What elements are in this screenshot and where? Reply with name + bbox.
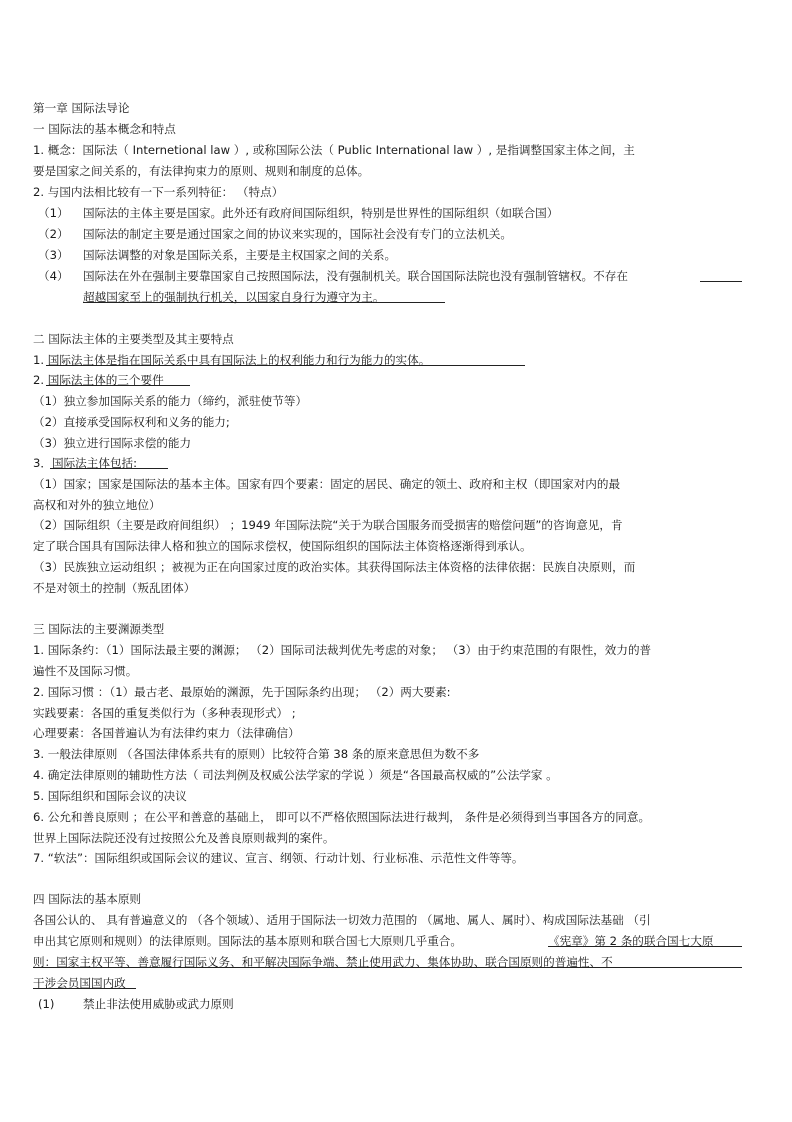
underline-rule [548,946,742,947]
equity-line-2: 世界上国际法院还没有过按照公允及善良原则裁判的案件。 [33,831,335,845]
principles-line-2: 申出其它原则和规则）的法律原则。国际法的基本原则和联合国七大原则几乎重合。 [33,934,462,948]
subject-state-line-2: 高权和对外的独立地位） [33,498,161,512]
charter-reference: 《宪章》第 2 条的联合国七大原 [548,934,714,948]
feature-4-number: （4） [38,269,69,283]
feature-4-text: 国际法在外在强制主要靠国家自己按照国际法，没有强制机关。联合国国际法院也没有强制管辖权。不存在 [83,269,628,283]
underline-rule [46,385,190,386]
equity-line-1: 6. 公允和善良原则 ；在公平和善意的基础上， 即可以不严格依照国际法进行裁判， 条件是必须得到当事国各方的同意。 [33,810,651,824]
principle-1-text: 禁止非法使用威胁或武力原则 [83,997,234,1011]
underline-rule [33,967,742,968]
principle-1-number: (1) [38,997,55,1011]
subject-definition: 1. 国际法主体是指在国际关系中具有国际法上的权利能力和行为能力的实体。 [33,353,431,367]
element-2: （2）直接承受国际权利和义务的能力; [33,415,230,429]
subject-org-line-1: （2）国际组织（主要是政府间组织） ；1949 年国际法院“关于为联合国服务而受损害的赔偿问题”的咨询意见，肯 [33,518,623,532]
feature-3-text: 国际法调整的对象是国际关系，主要是主权国家之间的关系。 [83,248,397,262]
practice-element: 实践要素：各国的重复类似行为（多种表现形式） ; [33,706,296,720]
general-principles: 3. 一般法律原则 （各国法律体系共有的原则）比较符合第 38 条的原来意思但为数不多 [33,747,480,761]
subject-org-line-2: 定了联合国具有国际法律人格和独立的国际求偿权，使国际组织的国际法主体资格逐渐得到承认。 [33,539,532,553]
principles-line-1: 各国公认的、 具有普遍意义的 （各个领域）、适用于国际法一切效力范围的 （属地、属人、属时）、构成国际法基础 （引 [33,913,651,927]
underline-rule [50,468,168,469]
section-3-heading: 三 国际法的主要渊源类型 [33,622,165,636]
chapter-title: 第一章 国际法导论 [33,101,130,115]
auxiliary-methods: 4. 确定法律原则的辅助性方法（ 司法判例及权威公法学家的学说 ）须是“各国最高权威的”公法学家 。 [33,768,558,782]
subject-elements-heading: 2. 国际法主体的三个要件 [33,373,164,387]
feature-2-number: （2） [38,227,69,241]
underline-rule [700,281,742,282]
psychological-element: 心理要素：各国普遍认为有法律约束力（法律确信） [33,726,300,740]
treaty-line-2: 遍性不及国际习惯。 [33,664,138,678]
subject-movement-line-2: 不是对领土的控制（叛乱团体） [33,581,196,595]
principles-line-3: 则：国家主权平等、善意履行国际义务、和平解决国际争端、禁止使用武力、集体协助、联合国原则的普遍性、不 [33,955,613,969]
element-1: （1）独立参加国际关系的能力（缔约，派驻使节等） [33,394,308,408]
underline-rule [33,988,136,989]
features-intro: 2. 与国内法相比较有一下一系列特征： （特点） [33,185,284,199]
subject-state-line-1: （1）国家；国家是国际法的基本主体。国家有四个要素：固定的居民、确定的领土、政府和主权（即国家对内的最 [33,477,621,491]
feature-1-text: 国际法的主体主要是国家。此外还有政府间国际组织，特别是世界性的国际组织（如联合国） [83,206,559,220]
underline-rule [46,365,525,366]
org-resolutions: 5. 国际组织和国际会议的决议 [33,789,187,803]
underline-rule [83,302,445,303]
soft-law: 7. “软法”：国际组织或国际会议的建议、宣言、纲领、行动计划、行业标准、示范性文件等等。 [33,851,524,865]
element-3: （3）独立进行国际求偿的能力 [33,436,192,450]
feature-3-number: （3） [38,248,69,262]
treaty-line-1: 1. 国际条约：（1）国际法最主要的渊源； （2）国际司法裁判优先考虑的对象； （3）由于约束范围的有限性，效力的普 [33,643,652,657]
subject-movement-line-1: （3）民族独立运动组织 ；被视为正在向国家过度的政治实体。其获得国际法主体资格的法律依据：民族自决原则，而 [33,560,636,574]
section-4-heading: 四 国际法的基本原则 [33,892,142,906]
feature-4-continuation: 超越国家至上的强制执行机关，以国家自身行为遵守为主。 [83,290,385,304]
principles-line-4: 干涉会员国国内政 [33,976,126,990]
feature-1-number: （1） [38,206,69,220]
section-1-heading: 一 国际法的基本概念和特点 [33,122,176,136]
custom-line: 2. 国际习惯 ：（1）最古老、最原始的渊源，先于国际条约出现； （2）两大要素: [33,685,451,699]
definition-line-2: 要是国家之间关系的，有法律拘束力的原则、规则和制度的总体。 [33,164,370,178]
definition-line-1: 1. 概念：国际法（ Internetional law ）, 或称国际公法（ Public International law ）, 是指调整国家主体之间，主 [33,143,635,157]
feature-2-text: 国际法的制定主要是通过国家之间的协议来实现的，国际社会没有专门的立法机关。 [83,227,512,241]
subjects-include-heading: 3．国际法主体包括: [33,456,138,470]
section-2-heading: 二 国际法主体的主要类型及其主要特点 [33,332,234,346]
